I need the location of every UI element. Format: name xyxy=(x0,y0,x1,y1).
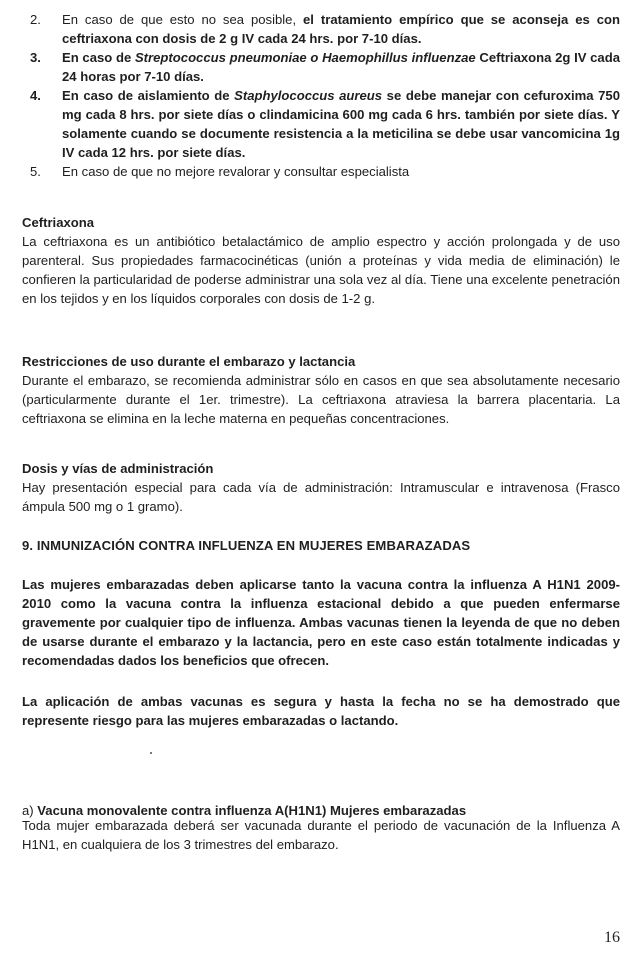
ceftriaxona-section xyxy=(22,213,620,308)
restricciones-section xyxy=(22,352,620,428)
section-body: Durante el embarazo, se recomienda administrar sólo en casos en que sea absolutamente necesario (particularmente durante el 1er. trimestre). La ceftriaxona atraviesa la barrera placentaria. La ceftriaxona se elimina en la leche materna en pequeñas concentraciones. xyxy=(22,373,620,426)
list-number: 5. xyxy=(30,164,41,179)
list-item xyxy=(22,10,620,48)
list-text-bold: se debe manejar con cefuroxima 750 mg cada 8 hrs. por siete días o clindamicina 600 mg cada 6 hrs. también por siete días. Y solamente cuando se documente resistencia a la meticilina se debe usar vancomicina 1g IV cada 12 hrs. por siete días. xyxy=(62,88,620,160)
vaccination-paragraph: Las mujeres embarazadas deben aplicarse tanto la vacuna contra la influenza A H1N1 2009-2010 como la vacuna contra la influenza estacional debido a que pueden enfermarse gravemente por cualquier tipo de influenza. Ambas vacunas tienen la leyenda de que no deben de usarse durante el embarazo y la lactancia, pero en este caso están totalmente indicadas y recomendadas dados los beneficios que ofrecen. xyxy=(22,577,620,668)
section-heading: Dosis y vías de administración xyxy=(22,461,214,476)
list-number: 3. xyxy=(30,50,41,65)
list-number: 2. xyxy=(30,12,41,27)
section-body: La ceftriaxona es un antibiótico betalactámico de amplio espectro y acción prolongada y de uso parenteral. Sus propiedades farmacocinéticas (unión a proteínas y vida media de eliminación) le confieren la particularidad de poderse administrar una sola vez al día. Tiene una excelente penetración en los tejidos y en los líquidos corporales con dosis de 1-2 g. xyxy=(22,234,620,306)
organism-name: Staphylococcus aureus xyxy=(234,88,383,103)
list-item xyxy=(22,48,620,86)
section-title: 9. INMUNIZACIÓN CONTRA INFLUENZA EN MUJERES EMBARAZADAS xyxy=(22,538,471,553)
list-item xyxy=(22,162,620,181)
list-item xyxy=(22,86,620,162)
dosis-section xyxy=(22,459,620,516)
section-body: Hay presentación especial para cada vía de administración: Intramuscular e intravenosa (Frasco ámpula 500 mg o 1 gramo). xyxy=(22,480,620,514)
section-heading: Restricciones de uso durante el embarazo y lactancia xyxy=(22,354,356,369)
stray-mark xyxy=(150,752,152,754)
page-number: 16 xyxy=(604,929,620,946)
list-text-bold: el tratamiento empírico que se aconseja es con ceftriaxona con dosis de 2 g IV cada 24 hrs. por 7-10 días. xyxy=(62,12,620,46)
list-text-bold: En caso de aislamiento de xyxy=(62,88,235,103)
list-text: En caso de que no mejore revalorar y consultar especialista xyxy=(62,164,410,179)
subsection-prefix: a) xyxy=(22,803,38,818)
subsection-heading: Vacuna monovalente contra influenza A(H1N1) Mujeres embarazadas xyxy=(37,803,467,818)
list-text-bold: Ceftriaxona 2g IV cada 24 horas por 7-10 días. xyxy=(62,50,620,84)
subsection-body: Toda mujer embarazada deberá ser vacunada durante el periodo de vacunación de la Influenza A H1N1, en cualquiera de los 3 trimestres del embarazo. xyxy=(22,818,620,852)
list-number: 4. xyxy=(30,88,41,103)
section-heading: Ceftriaxona xyxy=(22,215,95,230)
list-text: En caso de que esto no sea posible, xyxy=(62,12,304,27)
list-text-bold: En caso de xyxy=(62,50,135,65)
treatment-list xyxy=(22,10,620,181)
safety-paragraph: La aplicación de ambas vacunas es segura y hasta la fecha no se ha demostrado que represente riesgo para las mujeres embarazadas o lactando. xyxy=(22,694,620,728)
organism-name: Streptococcus pneumoniae o Haemophillus influenzae xyxy=(134,50,476,65)
